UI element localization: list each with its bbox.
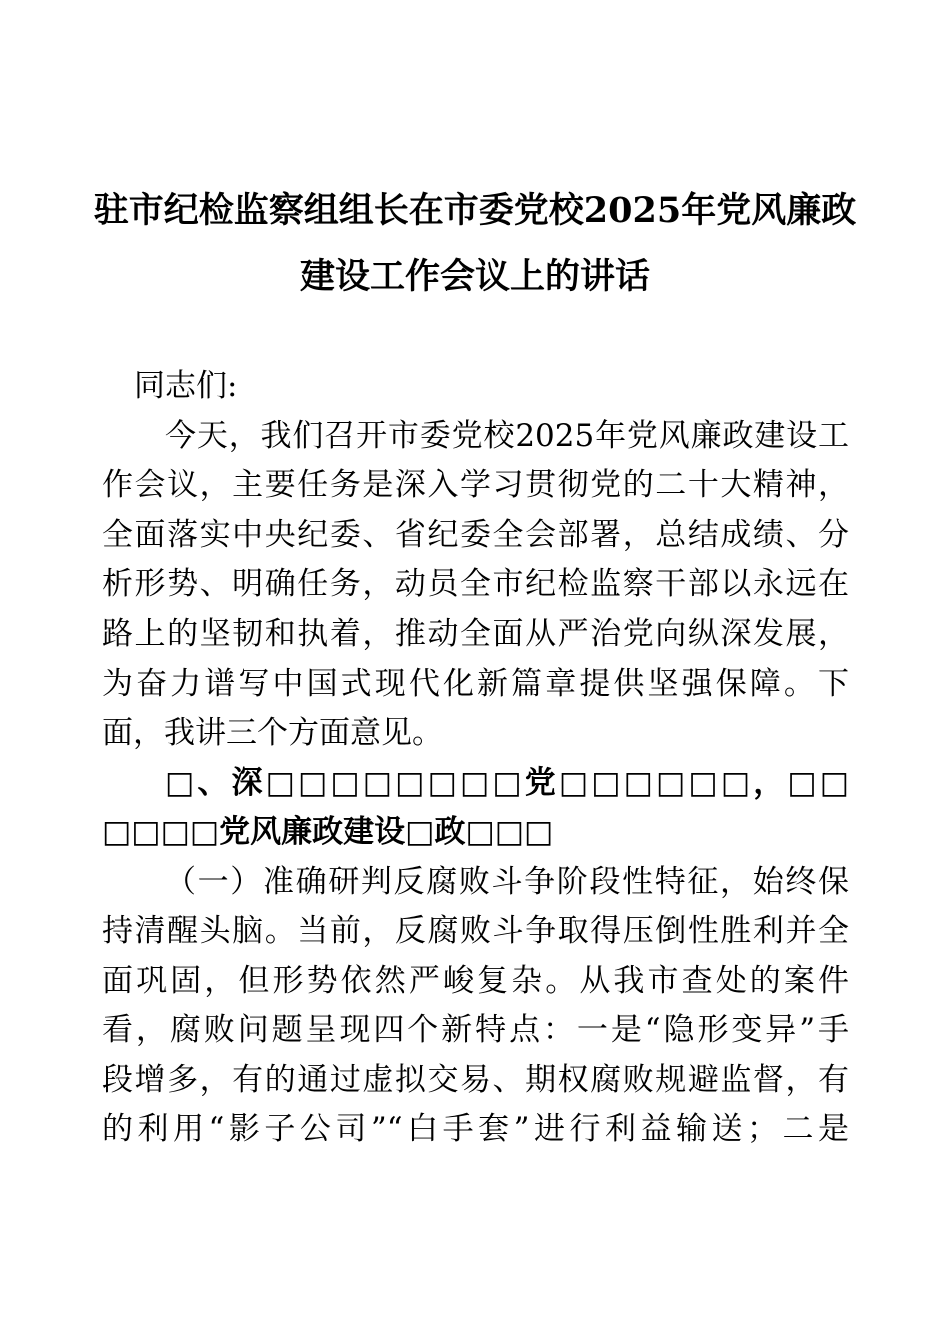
paragraph-line: 面，我讲三个方面意见。 bbox=[102, 715, 443, 751]
section-heading-line: □、深□□□□□□□□党□□□□□□，□□ bbox=[165, 765, 850, 801]
paragraph-line: 析形势、明确任务，动员全市纪检监察干部以永远在 bbox=[102, 566, 849, 602]
paragraph-line: 持清醒头脑。当前，反腐败斗争取得压倒性胜利并全 bbox=[102, 913, 849, 949]
section-heading-line: □□□□党风廉政建设□政□□□ bbox=[102, 814, 554, 850]
document-title-line-2: 建设工作会议上的讲话 bbox=[299, 256, 650, 297]
paragraph-line: 全面落实中央纪委、省纪委全会部署，总结成绩、分 bbox=[102, 517, 849, 553]
paragraph-line: 为奋力谱写中国式现代化新篇章提供坚强保障。下 bbox=[102, 666, 849, 702]
paragraph-line: 的利用“影子公司”“白手套”进行利益输送；二是 bbox=[102, 1111, 849, 1147]
paragraph-line: 段增多，有的通过虚拟交易、期权腐败规避监督，有 bbox=[102, 1062, 849, 1098]
paragraph-line: 路上的坚韧和执着，推动全面从严治党向纵深发展， bbox=[102, 616, 849, 652]
paragraph-line: 面巩固，但形势依然严峻复杂。从我市查处的案件 bbox=[102, 963, 849, 999]
paragraph-line: 今天，我们召开市委党校2025年党风廉政建设工 bbox=[165, 418, 849, 454]
document-title-line-1: 驻市纪检监察组组长在市委党校2025年党风廉政 bbox=[93, 190, 857, 231]
paragraph-line: （一）准确研判反腐败斗争阶段性特征，始终保 bbox=[165, 864, 849, 900]
salutation: 同志们: bbox=[134, 368, 238, 404]
paragraph-line: 作会议，主要任务是深入学习贯彻党的二十大精神， bbox=[102, 467, 849, 503]
paragraph-line: 看，腐败问题呈现四个新特点：一是“隐形变异”手 bbox=[102, 1012, 849, 1048]
